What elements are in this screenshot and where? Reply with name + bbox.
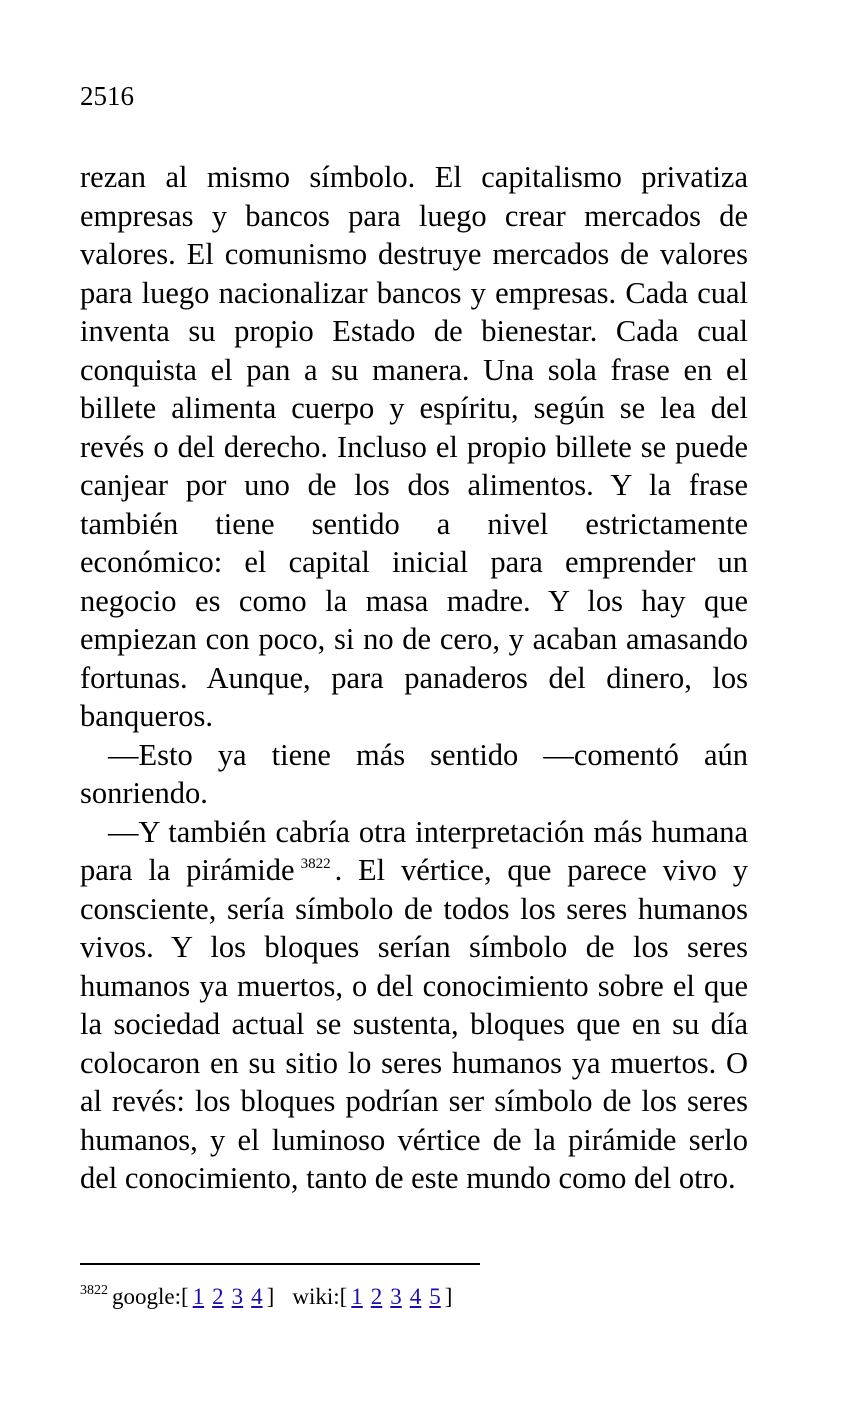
wiki-link-1[interactable]: 1 <box>351 1284 363 1309</box>
wiki-label: wiki:[ <box>292 1284 348 1309</box>
footnote <box>80 1282 452 1312</box>
paragraph-3-before-ref: —Y también cabría otra interpretación más humana para la pirámide <box>80 814 748 887</box>
google-close-bracket: ] <box>266 1284 275 1309</box>
paragraph-3-after-ref: . El vértice, que parece vivo y consciente, sería símbolo de todos los seres humanos vivos. Y los bloques serían símbolo de los seres humanos ya muertos, o del conocimiento sobre el que la sociedad actual se sustenta, bloques que en su día colocaron en su sitio lo seres humanos ya muertos. O al revés: los bloques podrían ser símbolo de los seres humanos, y el luminoso vértice de la pirámide serlo del conocimiento, tanto de este mundo como del otro. <box>80 853 748 1195</box>
google-link-1[interactable]: 1 <box>192 1284 205 1309</box>
google-link-4[interactable]: 4 <box>251 1284 263 1309</box>
paragraph-1: rezan al mismo símbolo. El capitalismo privatiza empresas y bancos para luego crear mercados de valores. El comunismo destruye mercados de valores para luego nacionalizar bancos y empresas. Cada cual inventa su propio Estado de bienestar. Cada cual conquista el pan a su manera. Una sola frase en el billete alimenta cuerpo y espíritu, según se lea del revés o del derecho. Incluso el propio billete se puede canjear por uno de los dos alimentos. Y la frase también tiene sentido a nivel estrictamente económico: el capital inicial para emprender un negocio es como la masa madre. Y los hay que empiezan con poco, si no de cero, y acaban amasando fortunas. Aunque, para panaderos del dinero, los banqueros. <box>80 160 748 733</box>
google-link-3[interactable]: 3 <box>231 1284 244 1309</box>
paragraph-3 <box>80 813 748 1198</box>
page-number: 2516 <box>80 81 134 111</box>
footnote-number: 3822 <box>80 1283 108 1298</box>
wiki-link-4[interactable]: 4 <box>409 1284 422 1309</box>
wiki-link-5[interactable]: 5 <box>429 1284 441 1309</box>
wiki-link-2[interactable]: 2 <box>370 1284 383 1309</box>
footnote-divider <box>80 1263 480 1265</box>
google-label: google:[ <box>112 1284 189 1309</box>
google-link-2[interactable]: 2 <box>212 1284 224 1309</box>
wiki-close-bracket: ] <box>444 1284 453 1309</box>
main-text <box>80 158 748 1198</box>
wiki-link-3[interactable]: 3 <box>390 1284 402 1309</box>
paragraph-2: —Esto ya tiene más sentido —comentó aún sonriendo. <box>80 737 748 810</box>
footnote-reference[interactable]: 3822 <box>300 856 331 872</box>
